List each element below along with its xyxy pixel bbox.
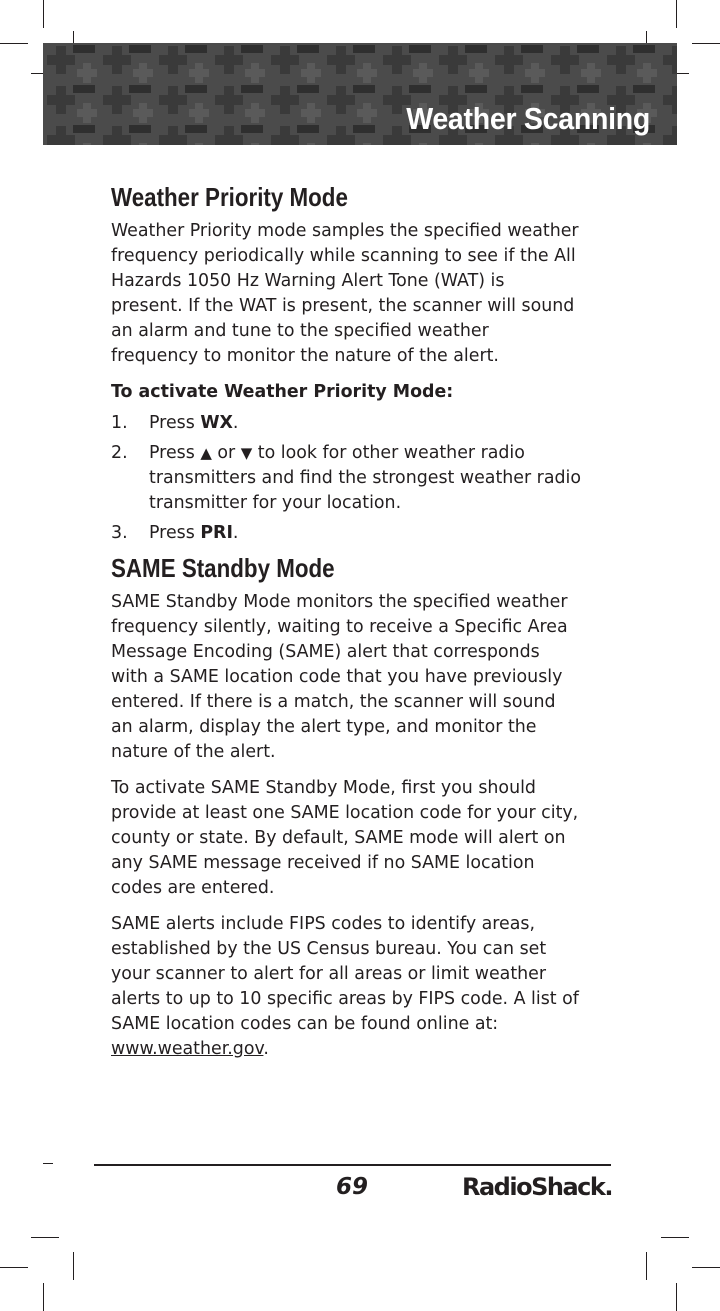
paragraph: Weather Priority mode samples the specified weather frequency periodically while scanning to see if the All Hazards 1050 Hz Warning Alert Tone (WAT) is present. If the WAT is present, the scanner will sound an alarm and tune to the specified weather frequency to monitor the nature of the alert. [111,220,579,366]
step-text: Press [149,442,201,463]
crop-mark [646,1252,647,1280]
weather-gov-link[interactable]: www.weather.gov [111,1038,264,1059]
crop-mark [661,1237,689,1238]
crop-mark [692,43,720,44]
step-number: 2. [111,442,128,463]
key-label: WX [200,412,233,433]
step-number: 1. [111,412,128,433]
paragraph [111,912,581,1062]
page-content [111,181,581,1073]
steps-list [111,411,581,546]
page-section-title: Weather Scanning [406,101,650,136]
section-heading-weather-priority: Weather Priority Mode [111,182,348,212]
subheading: To activate Weather Priority Mode: [111,381,454,402]
crop-mark [43,1283,44,1311]
paragraph-text: SAME alerts include FIPS codes to identify areas, established by the US Census bureau. You can set your scanner to alert for all areas or limit weather alerts to up to 10 specific areas by FIPS code. A list of SAME location codes can be found online at: [111,913,579,1034]
list-item [111,441,581,516]
paragraph: To activate SAME Standby Mode, first you should provide at least one SAME location code for your city, county or state. By default, SAME mode will alert on any SAME message received if no SAME location codes are entered. [111,777,579,898]
crop-mark [676,1283,677,1311]
crop-mark [0,43,28,44]
list-item [111,521,581,546]
brand-logo: RadioShack. [462,1173,612,1201]
section-heading-same-standby: SAME Standby Mode [111,552,335,583]
up-arrow-icon: ▲ [200,443,212,462]
step-text: or [211,442,241,463]
step-number: 3. [111,522,128,543]
crop-mark [0,1267,28,1268]
step-text: to look for other weather radio transmitters and find the strongest weather radio transmitter for your location. [149,442,581,513]
paragraph: SAME Standby Mode monitors the specified weather frequency silently, waiting to receive a Specific Area Message Encoding (SAME) alert that corresponds with a SAME location code that you have previously entered. If there is a match, the scanner will sound an alarm, display the alert type, and monitor the nature of the alert. [111,591,568,762]
down-arrow-icon: ▼ [240,443,253,462]
step-text: . [232,522,239,543]
step-text: Press [149,412,201,433]
footer-divider [94,1164,611,1166]
page-number: 69 [336,1174,369,1200]
crop-mark [31,1237,59,1238]
list-item [111,411,581,436]
crop-mark [676,0,677,28]
key-label: PRI [200,522,233,543]
crop-mark [43,1163,53,1164]
step-text: . [232,412,239,433]
crop-mark [43,0,44,28]
step-text: Press [149,522,201,543]
crop-mark [692,1267,720,1268]
paragraph-text: . [263,1038,269,1059]
crop-mark [73,1252,74,1280]
